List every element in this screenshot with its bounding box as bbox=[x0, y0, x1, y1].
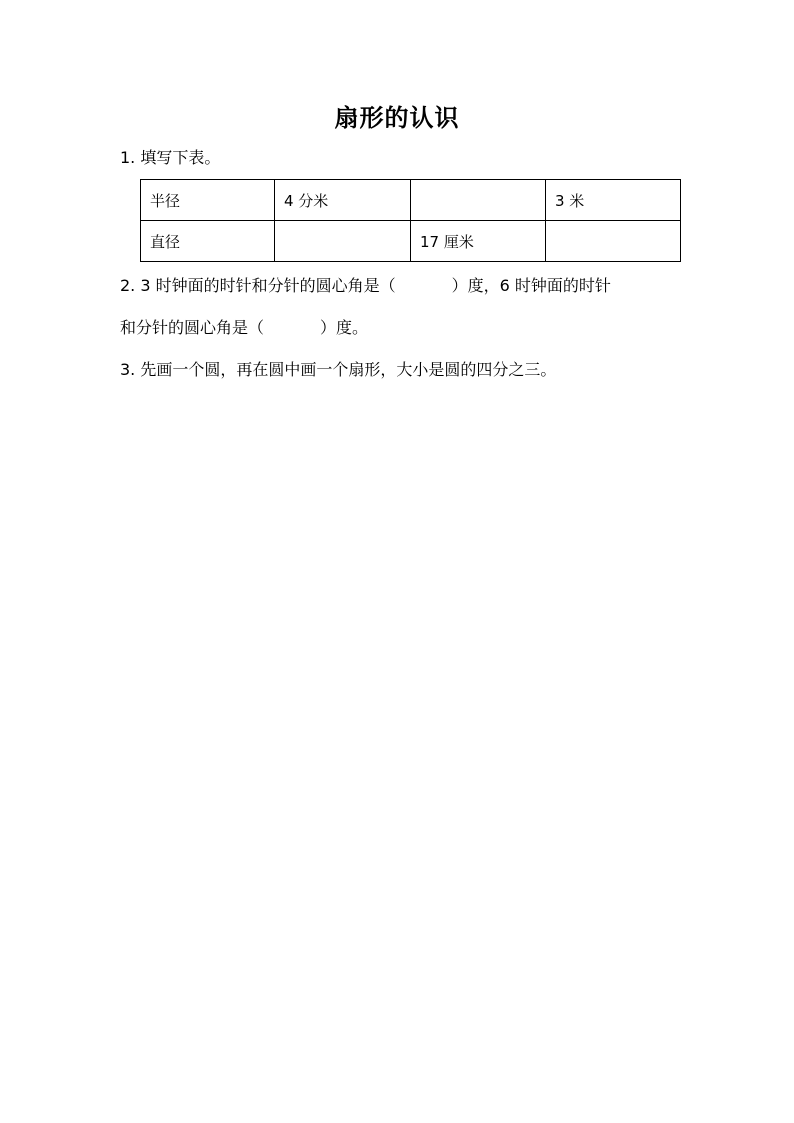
table-row bbox=[141, 180, 681, 221]
table-cell-radius-label: 半径 bbox=[141, 180, 275, 221]
question-3-prompt: 3. 先画一个圆，再在圆中画一个扇形，大小是圆的四分之三。 bbox=[120, 360, 557, 379]
question-1-prompt: 1. 填写下表。 bbox=[120, 148, 221, 167]
table-row bbox=[141, 221, 681, 262]
table-cell: 4 分米 bbox=[275, 180, 411, 221]
question-2-line-1 bbox=[120, 274, 611, 298]
question-2-text: ）度，6 时钟面的时针 bbox=[451, 276, 611, 295]
question-2-text: 2. 3 时钟面的时针和分针的圆心角是（ bbox=[120, 276, 396, 295]
question-2-text: ）度。 bbox=[320, 318, 369, 337]
table-cell-blank bbox=[411, 180, 546, 221]
table-cell-blank bbox=[546, 221, 681, 262]
question-2-line-2 bbox=[120, 316, 368, 340]
fill-in-table bbox=[140, 179, 681, 262]
table-cell-diameter-label: 直径 bbox=[141, 221, 275, 262]
question-2-text: 和分针的圆心角是（ bbox=[120, 318, 265, 337]
table-cell-blank bbox=[275, 221, 411, 262]
page-title: 扇形的认识 bbox=[334, 104, 460, 132]
table-cell: 17 厘米 bbox=[411, 221, 546, 262]
table-cell: 3 米 bbox=[546, 180, 681, 221]
